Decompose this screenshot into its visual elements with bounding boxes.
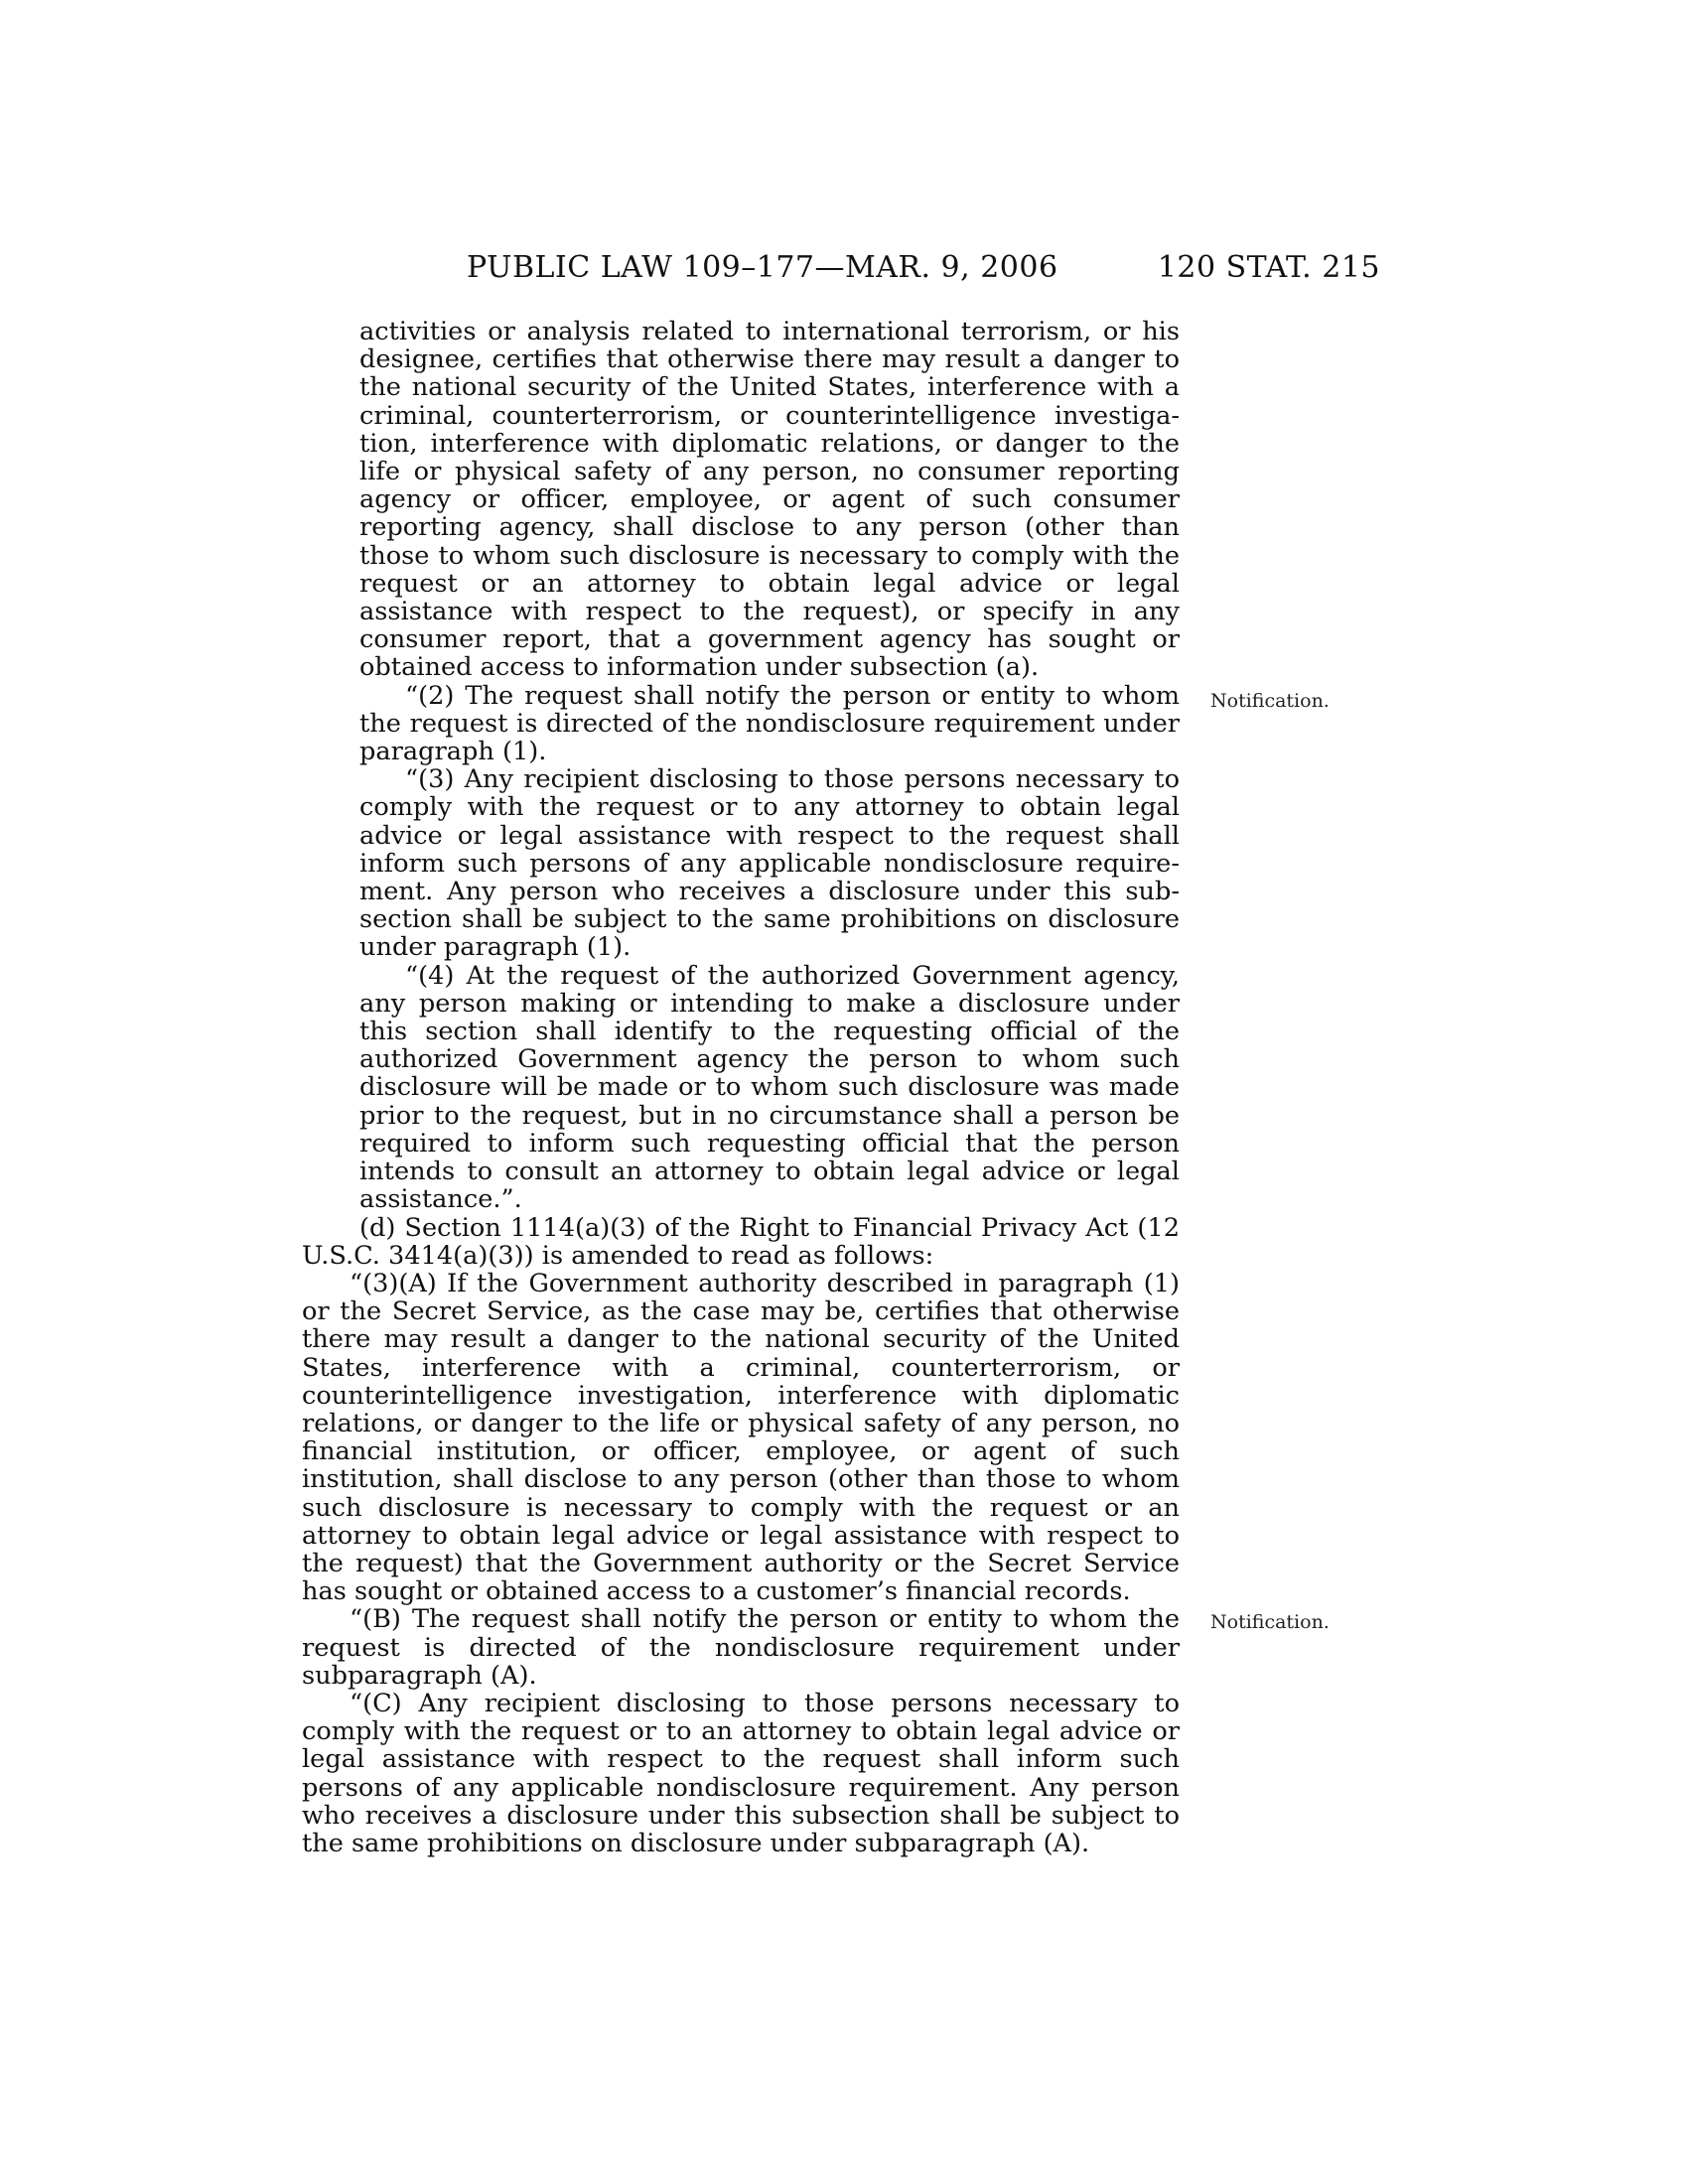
paragraph-b: “(B) The request shall notify the person or entity to whom the request is directed of the nondisclosure requirement under subparagraph (A).	[302, 1604, 1180, 1691]
paragraph-2: “(2) The request shall notify the person or entity to whom the request is directed of the nondisclosure requirement under paragraph (1).	[359, 680, 1180, 767]
subsection-d: (d) Section 1114(a)(3) of the Right to Financial Privacy Act (12 U.S.C. 3414(a)(3)) is amended to read as follows:	[302, 1212, 1180, 1271]
paragraph-3a: “(3)(A) If the Government authority described in paragraph (1) or the Secret Service, as the case may be, certifies that otherwise there may result a danger to the national security of the United States, interference with a criminal, counterterrorism, or counterintelligence investigation, interference with diplomatic relations, or danger to the life or physical safety of any person, no financial institution, or officer, employee, or agent of such institution, shall disclose to any person (other than those to whom such disclosure is necessary to comply with the request or an attorney to obtain legal advice or legal assistance with respect to the request) that the Government authority or the Secret Service has sought or obtained access to a customer’s financial records.	[302, 1268, 1180, 1607]
page-reference: 120 STAT. 215	[1157, 250, 1380, 285]
paragraph-continuation: activities or analysis related to international terrorism, or his designee, certifies that otherwise there may result a danger to the national security of the United States, interference with a criminal, counterterrorism, or counterintelligence investigation, interference with diplomatic relations, or danger to the life or physical safety of any person, no consumer reporting agency or officer, employee, or agent of such consumer reporting agency, shall disclose to any person (other than those to whom such disclosure is necessary to comply with the request or an attorney to obtain legal advice or legal assistance with respect to the request), or specify in any consumer report, that a government agency has sought or obtained access to information under subsection (a).	[359, 317, 1180, 683]
page-header	[467, 250, 1380, 290]
margin-note-notification: Notification.	[1210, 690, 1330, 712]
paragraph-4: “(4) At the request of the authorized Government agency, any person making or intending to make a disclosure under this section shall identify to the requesting official of the authorized Government agency the person to whom such disclosure will be made or to whom such disclosure was made prior to the request, but in no circumstance shall a person be required to inform such requesting official that the person intends to consult an attorney to obtain legal advice or legal assistance.”.	[359, 960, 1180, 1215]
paragraph-c: “(C) Any recipient disclosing to those persons necessary to comply with the request or to an attorney to obtain legal advice or legal assistance with respect to the request shall inform such persons of any applicable nondisclosure requirement. Any person who receives a disclosure under this subsection shall be subject to the same prohibitions on disclosure under subparagraph (A).	[302, 1688, 1180, 1858]
body-text	[302, 317, 1180, 1858]
paragraph-3: “(3) Any recipient disclosing to those persons necessary to comply with the request or to any attorney to obtain legal advice or legal assistance with respect to the request shall inform such persons of any applicable nondisclosure requirement. Any person who receives a disclosure under this subsection shall be subject to the same prohibitions on disclosure under paragraph (1).	[359, 764, 1180, 963]
margin-note-notification: Notification.	[1210, 1611, 1330, 1633]
running-title: PUBLIC LAW 109–177—MAR. 9, 2006	[467, 250, 1058, 285]
